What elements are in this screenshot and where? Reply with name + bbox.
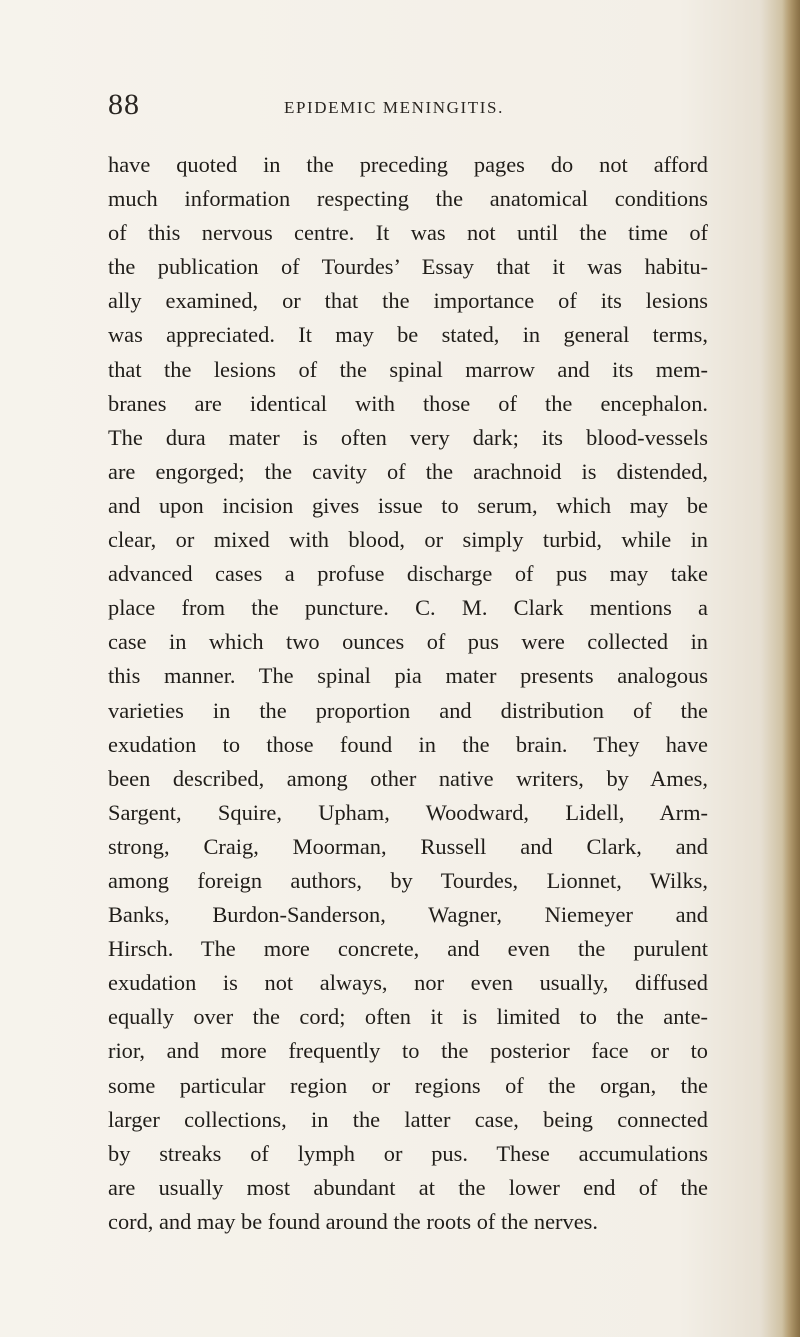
text-line: and upon incision gives issue to serum, which may be: [108, 492, 708, 518]
text-line: rior, and more frequently to the posterior face or to: [108, 1038, 708, 1064]
body-paragraph: [108, 148, 708, 1239]
text-line: advanced cases a profuse discharge of pus may take: [108, 561, 708, 587]
text-line: exudation to those found in the brain. They have: [108, 731, 708, 757]
text-line: among foreign authors, by Tourdes, Lionnet, Wilks,: [108, 867, 708, 893]
text-line: this manner. The spinal pia mater presents analogous: [108, 663, 708, 689]
text-line: some particular region or regions of the organ, the: [108, 1072, 708, 1098]
text-line: Hirsch. The more concrete, and even the purulent: [108, 936, 708, 962]
text-line: Sargent, Squire, Upham, Woodward, Lidell, Arm-: [108, 799, 708, 825]
text-line: have quoted in the preceding pages do not afford: [108, 152, 708, 177]
text-line: the publication of Tourdes’ Essay that it was habitu-: [108, 254, 708, 280]
page-binding-edge: [782, 0, 800, 1337]
text-line: ally examined, or that the importance of its lesions: [108, 288, 708, 314]
text-line: exudation is not always, nor even usually, diffused: [108, 970, 708, 996]
text-line: equally over the cord; often it is limited to the ante-: [108, 1004, 708, 1030]
text-line: place from the puncture. C. M. Clark mentions a: [108, 595, 708, 621]
text-line: of this nervous centre. It was not until the time of: [108, 220, 708, 246]
text-line: been described, among other native writers, by Ames,: [108, 765, 708, 791]
text-line: clear, or mixed with blood, or simply turbid, while in: [108, 527, 708, 553]
running-title: EPIDEMIC MENINGITIS.: [284, 98, 504, 117]
text-line-last: cord, and may be found around the roots of the nerves.: [108, 1208, 598, 1234]
text-line: larger collections, in the latter case, being connected: [108, 1106, 708, 1132]
text-line: The dura mater is often very dark; its blood-vessels: [108, 424, 708, 450]
page-header: [70, 88, 720, 128]
text-line: that the lesions of the spinal marrow and its mem-: [108, 356, 708, 382]
text-line: Banks, Burdon-Sanderson, Wagner, Niemeyer and: [108, 902, 708, 928]
text-line: by streaks of lymph or pus. These accumulations: [108, 1140, 708, 1166]
text-line: varieties in the proportion and distribution of the: [108, 697, 708, 723]
text-line: are usually most abundant at the lower end of the: [108, 1174, 708, 1200]
text-line: was appreciated. It may be stated, in general terms,: [108, 322, 708, 348]
text-line: much information respecting the anatomical conditions: [108, 186, 708, 212]
text-line: strong, Craig, Moorman, Russell and Clark, and: [108, 833, 708, 859]
text-line: case in which two ounces of pus were collected in: [108, 629, 708, 655]
text-line: branes are identical with those of the encephalon.: [108, 390, 708, 416]
text-line: are engorged; the cavity of the arachnoid is distended,: [108, 458, 708, 484]
page-number: 88: [108, 88, 140, 121]
